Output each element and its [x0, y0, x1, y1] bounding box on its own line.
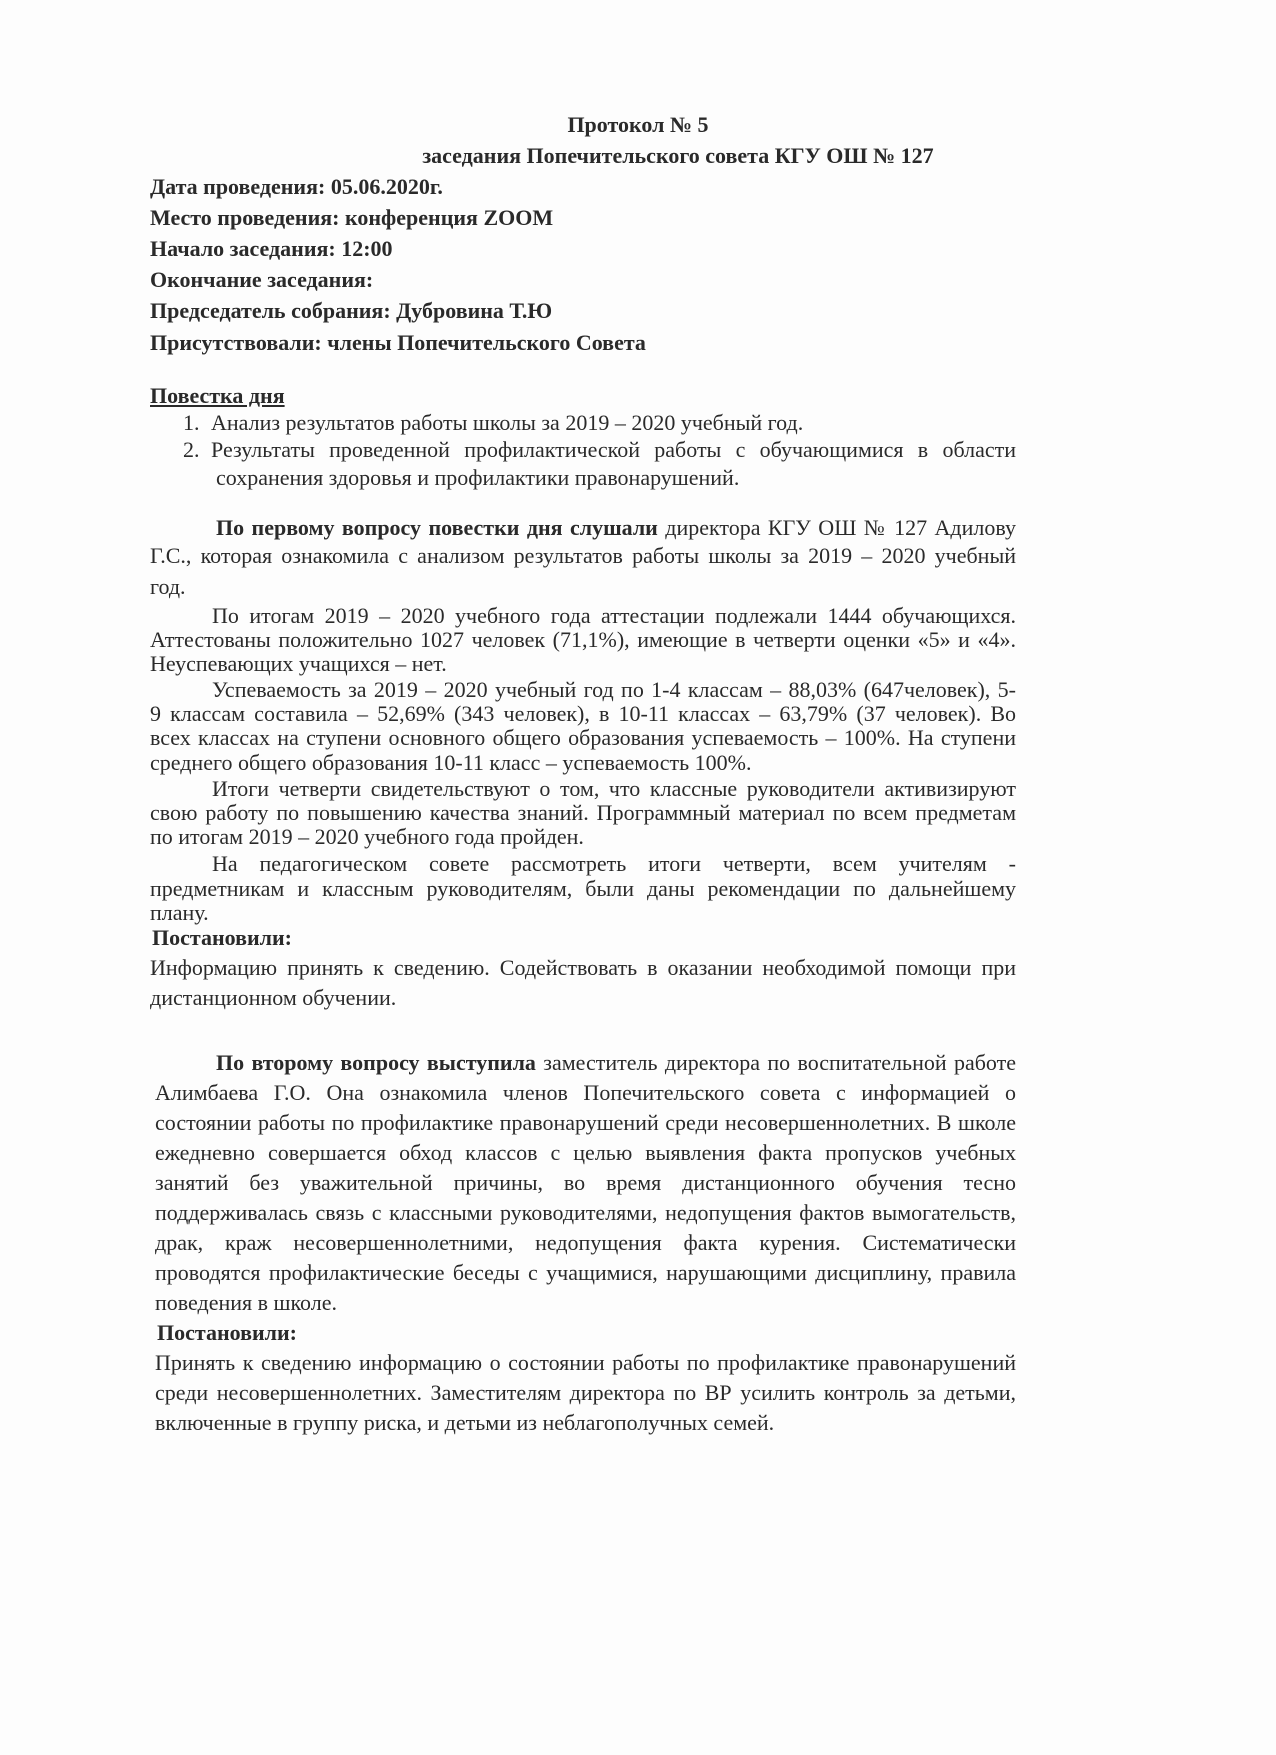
- text-line: Успеваемость за 2019 – 2020 учебный год по 1-4 классам – 88,03% (647человек), 5-: [212, 677, 1016, 702]
- meta-start: Начало заседания: 12:00: [150, 236, 393, 261]
- text-line: состоянии работы по профилактике правонарушений среди несовершеннолетних. В школе: [155, 1110, 1016, 1135]
- resolved-text-2: включенные в группу риска, и детьми из неблагополучных семей.: [155, 1410, 775, 1435]
- meta-place: Место проведения: конференция ZOOM: [150, 205, 554, 230]
- text-line: На педагогическом совете рассмотреть итоги четверти, всем учителям -: [212, 851, 1016, 876]
- text-line: Г.С., которая ознакомила с анализом результатов работы школы за 2019 – 2020 учебный: [150, 543, 1016, 568]
- agenda-item-continuation: сохранения здоровья и профилактики правонарушений.: [216, 465, 740, 490]
- resolved-text-1: Информацию принять к сведению. Содействовать в оказании необходимой помощи при: [150, 955, 1016, 980]
- text-line: Итоги четверти свидетельствуют о том, что классные руководители активизируют: [212, 776, 1016, 801]
- agenda-heading: Повестка дня: [150, 383, 285, 408]
- text-line: по итогам 2019 – 2020 учебного года пройден.: [150, 824, 584, 849]
- meta-end: Окончание заседания:: [150, 267, 374, 292]
- text-line: проводятся профилактические беседы с учащимися, нарушающими дисциплину, правила: [155, 1260, 1016, 1285]
- second-question-paragraph: По второму вопросу выступила заместитель директора по воспитательной работе: [216, 1050, 1016, 1075]
- agenda-item: 2. Результаты проведенной профилактической работы с обучающимися в области: [183, 437, 1016, 462]
- text-line: драк, краж несовершеннолетними, недопущения факта курения. Систематически: [155, 1230, 1016, 1255]
- meta-date: Дата проведения: 05.06.2020г.: [150, 174, 443, 199]
- meta-chair: Председатель собрания: Дубровина Т.Ю: [150, 298, 553, 323]
- text-line: год.: [150, 574, 186, 599]
- text-line: Неуспевающих учащихся – нет.: [150, 651, 447, 676]
- text-line: плану.: [150, 900, 209, 925]
- resolved-heading-2: Постановили:: [157, 1320, 297, 1345]
- text-line: ежедневно совершается обход классов с целью выявления факта пропусков учебных: [155, 1140, 1016, 1165]
- second-question-lead: По второму вопросу выступила: [216, 1050, 536, 1075]
- text-line: По итогам 2019 – 2020 учебного года аттестации подлежали 1444 обучающихся.: [212, 603, 1016, 628]
- resolved-text-2: среди несовершеннолетних. Заместителям директора по ВР усилить контроль за детьми,: [155, 1380, 1016, 1405]
- text-line: Аттестованы положительно 1027 человек (71,1%), имеющие в четверти оценки «5» и «4».: [150, 627, 1016, 652]
- resolved-heading-1: Постановили:: [152, 925, 292, 950]
- text-line: предметникам и классным руководителям, были даны рекомендации по дальнейшему: [150, 876, 1016, 901]
- text-line: 9 классам составила – 52,69% (343 человек), в 10-11 классах – 63,79% (37 человек). Во: [150, 701, 1016, 726]
- first-question-paragraph: По первому вопросу повестки дня слушали директора КГУ ОШ № 127 Адилову: [216, 515, 1017, 540]
- text-line: занятий без уважительной причины, во время дистанционного обучения тесно: [155, 1170, 1016, 1195]
- agenda-item: 1. Анализ результатов работы школы за 2019 – 2020 учебный год.: [183, 410, 804, 435]
- text-line: всех классах на ступени основного общего образования успеваемость – 100%. На ступени: [150, 725, 1016, 750]
- resolved-text-2: Принять к сведению информацию о состоянии работы по профилактике правонарушений: [155, 1350, 1016, 1375]
- text-line: Алимбаева Г.О. Она ознакомила членов Попечительского совета с информацией о: [155, 1080, 1016, 1105]
- meta-present: Присутствовали: члены Попечительского Совета: [150, 330, 646, 355]
- first-question-lead: По первому вопросу повестки дня слушали: [216, 515, 658, 540]
- resolved-text-1: дистанционном обучении.: [150, 985, 397, 1010]
- text-line: поведения в школе.: [155, 1290, 337, 1315]
- document-subtitle: заседания Попечительского совета КГУ ОШ № 127: [422, 143, 934, 168]
- document-title: Протокол № 5: [567, 112, 709, 137]
- text-line: свою работу по повышению качества знаний. Программный материал по всем предметам: [150, 800, 1016, 825]
- text-line: среднего общего образования 10-11 класс – успеваемость 100%.: [150, 750, 752, 775]
- text-line: поддерживалась связь с классными руководителями, недопущения фактов вымогательств,: [155, 1200, 1016, 1225]
